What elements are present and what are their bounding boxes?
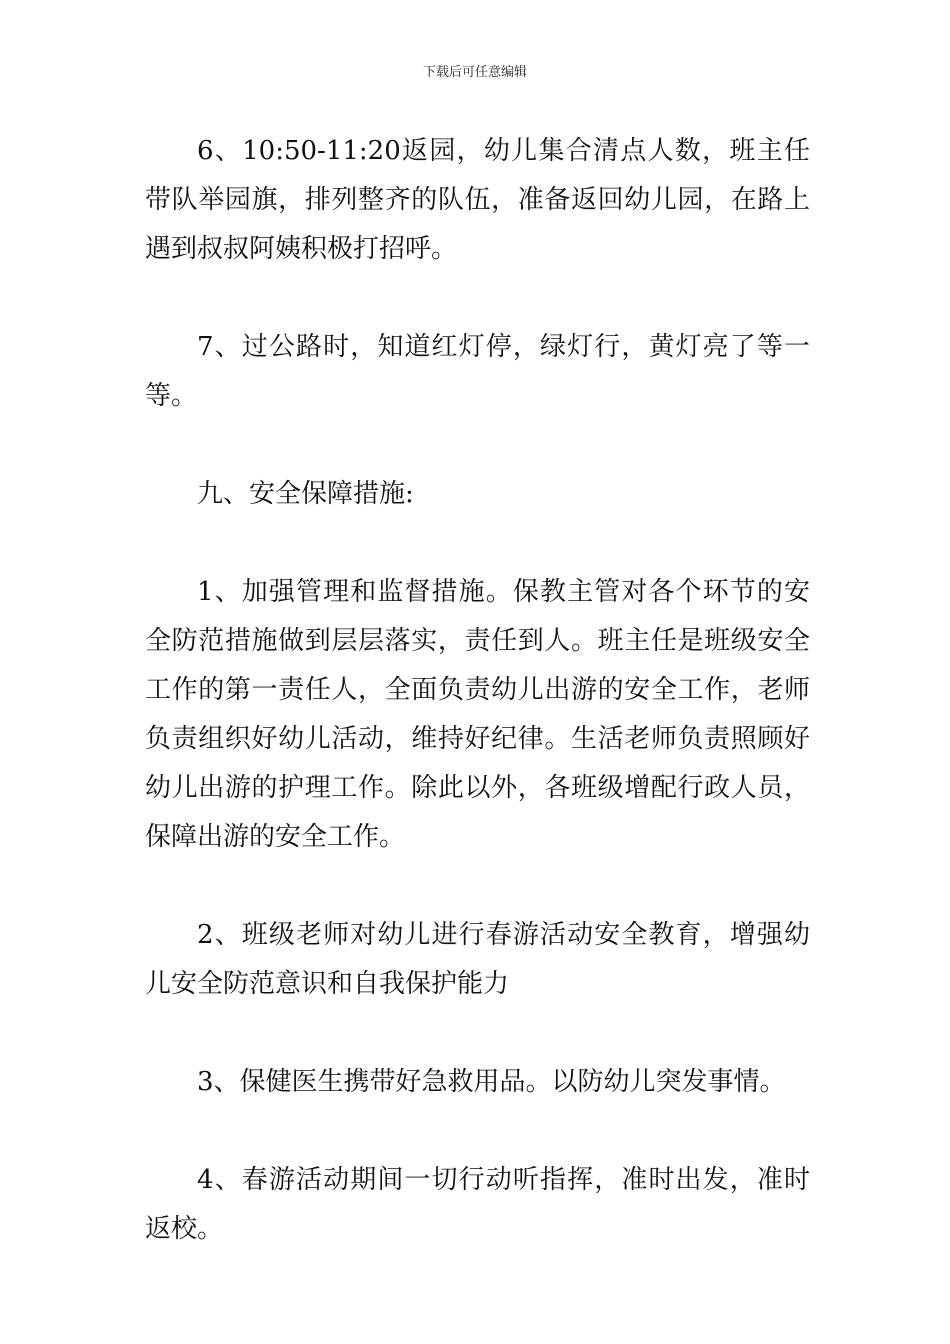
document-body [145, 127, 810, 1254]
section-heading-safety-measures: 九、安全保障措施: [197, 479, 414, 509]
page-header: 下载后可任意编辑 [422, 65, 527, 80]
paragraph-first-aid: 3、保健医生携带好急救用品。以防幼儿突发事情。 [197, 1067, 786, 1097]
paragraph-follow-instructions: 4、春游活动期间一切行动听指挥，准时出发，准时返校。 [145, 1165, 810, 1244]
paragraph-return-to-kindergarten: 6、10:50-11:20返园，幼儿集合清点人数，班主任带队举园旗，排列整齐的队伍，准备返回幼儿园，在路上遇到叔叔阿姨积极打招呼。 [145, 136, 810, 264]
paragraph-management-supervision: 1、加强管理和监督措施。保教主管对各个环节的安全防范措施做到层层落实，责任到人。班主任是班级安全工作的第一责任人，全面负责幼儿出游的安全工作，老师负责组织好幼儿活动，维持好纪律。生活老师负责照顾好幼儿出游的护理工作。除此以外，各班级增配行政人员，保障出游的安全工作。 [145, 577, 810, 852]
paragraph-crossing-road: 7、过公路时，知道红灯停，绿灯行，黄灯亮了等一等。 [145, 332, 810, 411]
paragraph-safety-education: 2、班级老师对幼儿进行春游活动安全教育，增强幼儿安全防范意识和自我保护能力 [145, 920, 810, 999]
